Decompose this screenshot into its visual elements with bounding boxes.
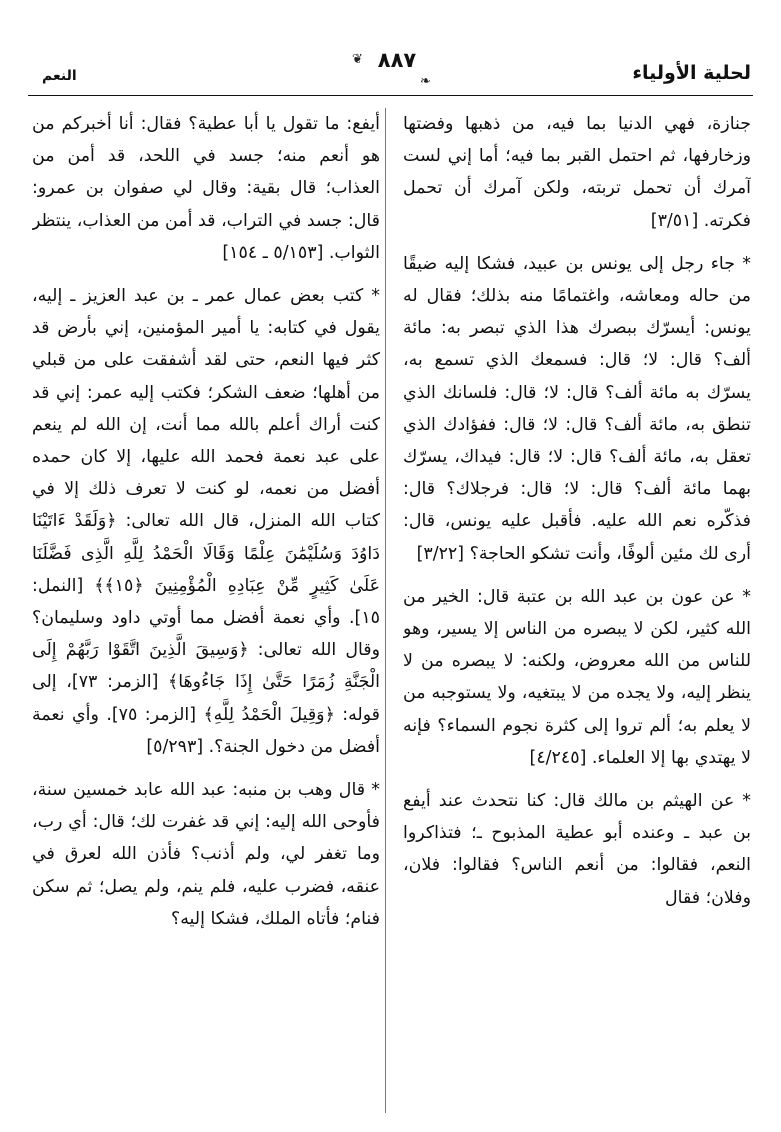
page-header [0,0,781,100]
paragraph: * جاء رجل إلى يونس بن عبيد، فشكا إليه ضيقًا من حاله ومعاشه، واغتمامًا منه بذلك؛ فقال له يونس: أيسرّك ببصرك هذا الذي تبصر به: مائة ألف؟ قال: لا؛ قال: فسمعك الذي تسمع به، يسرّك به مائة ألف؟ قال: لا؛ قال: فلسانك الذي تنطق به، مائة ألف؟ قال: لا؛ قال: ففؤادك الذي تعقل به، مائة ألف؟ قال: لا؛ قال: فيداك، يسرّك بهما مائة ألف؟ قال: لا؛ قال: فرجلاك؟ قال: فذكّره نعم الله عليه. فأقبل عليه يونس، قال: أرى لك مئين ألوفًا، وأنت تشكو الحاجة؟ [٣/٢٢] [403,253,751,564]
column-divider [385,108,386,1113]
paragraph: * قال وهب بن منبه: عبد الله عابد خمسين سنة، فأوحى الله إليه: إني قد غفرت لك؛ قال: أي رب، وما تغفر لي، ولم أذنب؟ فأذن الله لعرق في عنقه، فضرب عليه، فلم ينم، ولم يصل؛ ثم سكن فنام؛ فأتاه الملك، فشكا إليه؟ [32,780,380,929]
section-title: النعم [42,68,77,84]
page-number-ornament-icon: ❧ [420,74,431,89]
paragraph: * كتب بعض عمال عمر ـ بن عبد العزيز ـ إليه، يقول في كتابه: يا أمير المؤمنين، إني بأرض قد كثر فيها النعم، حتى لقد أشفقت على من قبلي من أهلها؛ ضعف الشكر؛ فكتب إليه عمر: إني قد كنت أراك أعلم بالله مما أنت، إن الله لم ينعم على عبد نعمة فحمد الله عليها، إلا كان حمده أفضل من نعمه، لو كنت لا تعرف ذلك إلا في كتاب الله المنزل، قال الله تعالى: ﴿وَلَقَدْ ءَاتَيْنَا دَاوُدَ وَسُلَيْمَٰنَ عِلْمًا وَقَالَا الْحَمْدُ لِلَّهِ الَّذِى فَضَّلَنَا عَلَىٰ كَثِيرٍ مِّنْ عِبَادِهِ الْمُؤْمِنِينَ ﴿١٥﴾﴾ [النمل: ١٥]. وأي نعمة أفضل مما أوتي داود وسليمان؟ وقال الله تعالى: ﴿وَسِيقَ الَّذِينَ اتَّقَوْا رَبَّهُمْ إِلَى الْجَنَّةِ زُمَرًا حَتَّىٰ إِذَا جَاءُوهَا﴾ [الزمر: ٧٣]، إلى قوله: ﴿وَقِيلَ الْحَمْدُ لِلَّهِ﴾ [الزمر: ٧٥]. وأي نعمة أفضل من دخول الجنة؟. [٥/٢٩٣] [32,286,380,757]
page-number-ornament-icon: ❦ [352,52,363,67]
paragraph: أيفع: ما تقول يا أبا عطية؟ فقال: أنا أخبركم من هو أنعم منه؛ جسد في اللحد، قد أمن من العذاب؛ قال بقية: وقال لي صفوان بن عمرو: قال: جسد في التراب، قد أمن من العذاب، ينتظر الثواب. [٥/١٥٣ ـ ١٥٤] [32,114,380,263]
header-rule [28,95,753,96]
paragraph: جنازة، فهي الدنيا بما فيه، من ذهبها وفضتها وزخارفها، ثم احتمل القبر بما فيه؛ أما إني لست آمرك أن تحمل تربته، ولكن آمرك أن تحمل فكرته. [٣/٥١] [403,114,751,231]
right-column [403,108,751,1113]
paragraph: * عن الهيثم بن مالك قال: كنا نتحدث عند أيفع بن عبد ـ وعنده أبو عطية المذبوح ـ؛ فتذاكروا النعم، فقالوا: من أنعم الناس؟ فقالوا: فلان، وفلان؛ فقال [403,791,751,908]
page-number: ٨٨٧ [377,48,417,72]
left-column [32,108,380,1113]
paragraph: * عن عون بن عبد الله بن عتبة قال: الخير من الله كثير، لكن لا يبصره من الناس إلا يسير، وهو للناس من الله معروض، ولكنه: لا يبصره من لا ينظر إليه، ولا يجده من لا يبتغيه، ولا يستوجبه من لا يعلم به؛ ألم تروا إلى كثرة نجوم السماء؟ فإنه لا يهتدي بها إلا العلماء. [٤/٢٤٥] [403,586,751,768]
book-title: لحلية الأولياء [632,62,751,84]
